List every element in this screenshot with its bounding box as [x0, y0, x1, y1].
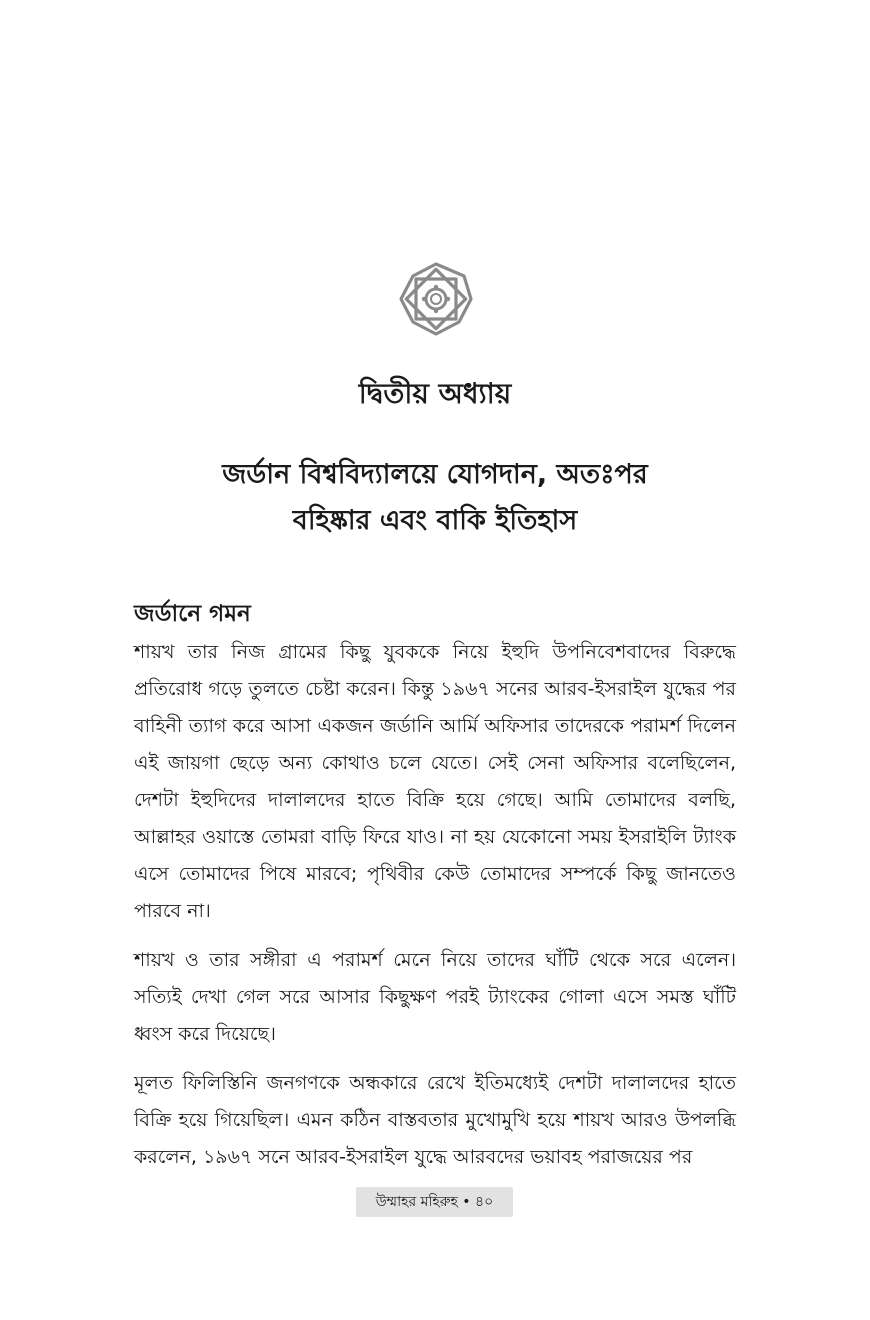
body-text [134, 634, 736, 1188]
chapter-title [0, 452, 870, 544]
paragraph: শায়খ তার নিজ গ্রামের কিছু যুবককে নিয়ে ইহুদি উপনিবেশবাদের বিরুদ্ধে প্রতিরোধ গড়ে তুলতে চেষ্টা করেন। কিন্তু ১৯৬৭ সনের আরব-ইসরাইল যুদ্ধের পর বাহিনী ত্যাগ করে আসা একজন জর্ডানি আর্মি অফিসার তাদেরকে পরামর্শ দিলেন এই জায়গা ছেড়ে অন্য কোথাও চলে যেতে। সেই সেনা অফিসার বলেছিলেন, দেশটা ইহুদিদের দালালদের হাতে বিক্রি হয়ে গেছে। আমি তোমাদের বলছি, আল্লাহর ওয়াস্তে তোমরা বাড়ি ফিরে যাও। না হয় যেকোনো সময় ইসরাইলি ট্যাংক এসে তোমাদের পিষে মারবে; পৃথিবীর কেউ তোমাদের সম্পর্কে কিছু জানতেও পারবে না। [134, 641, 736, 922]
section-heading: জর্ডানে গমন [134, 601, 251, 627]
chapter-title-line-1: জর্ডান বিশ্ববিদ্যালয়ে যোগদান, অতঃপর [222, 459, 648, 490]
chapter-title-line-2: বহিষ্কার এবং বাকি ইতিহাস [292, 505, 578, 536]
chapter-ornament-icon [395, 258, 477, 340]
paragraph: মূলত ফিলিস্তিনি জনগণকে অন্ধকারে রেখে ইতিমধ্যেই দেশটা দালালদের হাতে বিক্রি হয়ে গিয়েছিল। এমন কঠিন বাস্তবতার মুখোমুখি হয়ে শায়খ আরও উপলব্ধি করলেন, ১৯৬৭ সনে আরব-ইসরাইল যুদ্ধে আরবদের ভয়াবহ পরাজয়ের পর [134, 1072, 736, 1168]
paragraph: শায়খ ও তার সঙ্গীরা এ পরামর্শ মেনে নিয়ে তাদের ঘাঁটি থেকে সরে এলেন। সত্যিই দেখা গেল সরে আসার কিছুক্ষণ পরই ট্যাংকের গোলা এসে সমস্ত ঘাঁটি ধ্বংস করে দিয়েছে। [134, 949, 736, 1045]
chapter-number: দ্বিতীয় অধ্যায় [358, 377, 512, 410]
page-footer: উম্মাহর মহিরুহ • ৪০ [356, 1187, 513, 1217]
